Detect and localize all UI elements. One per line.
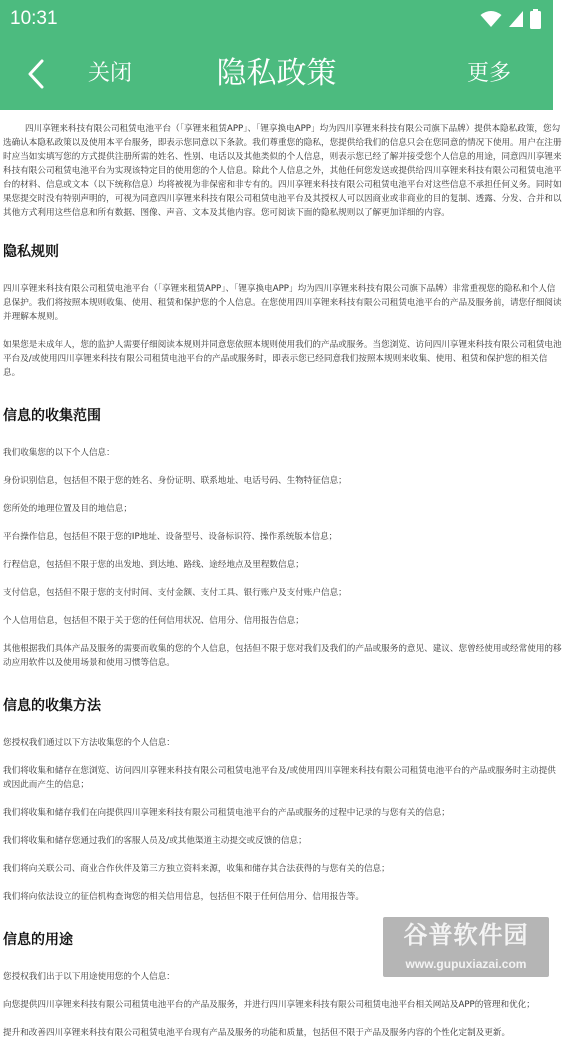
- list-item: 身份识别信息，包括但不限于您的姓名、身份证明、联系地址、电话号码、生物特征信息；: [3, 476, 347, 486]
- list-item: 我们收集您的以下个人信息：: [3, 448, 115, 458]
- list-item: 您授权我们通过以下方法收集您的个人信息：: [3, 738, 175, 748]
- more-button[interactable]: 更多: [466, 61, 511, 86]
- section-title-privacy-rules: 隐私规则: [3, 244, 59, 260]
- privacy-policy-content[interactable]: [0, 110, 562, 1038]
- list-item: 您所处的地理位置及目的地信息；: [3, 504, 132, 514]
- list-item: 平台操作信息，包括但不限于您的IP地址、设备型号、设备标识符、操作系统版本信息；: [3, 532, 338, 542]
- list-item: 行程信息，包括但不限于您的出发地、到达地、路线、途经地点及里程数信息；: [3, 560, 304, 570]
- cellular-signal-icon: [508, 10, 524, 28]
- paragraph: 四川享锂来科技有限公司租赁电池平台（「享锂来租赁APP」、「锂享换电APP」均为四川享锂来科技有限公司旗下品牌）非常重视您的隐私和个人信息保护。我们将按照本规则收集、使用、租赁和保护您的个人信息。在您使用四川享锂来科技有限公司租赁电池平台的产品及服务前，请您仔细阅读并理解本规则。: [3, 284, 562, 322]
- policy-text: [3, 122, 563, 1054]
- status-time: 10:31: [10, 8, 58, 29]
- page-title: 隐私政策: [216, 56, 337, 91]
- list-item: 我们将向关联公司、商业合作伙伴及第三方独立资料来源，收集和储存其合法获得的与您有关的信息；: [3, 864, 390, 874]
- app-bar: [0, 38, 553, 110]
- watermark-url: www.gupuxiazai.com: [405, 957, 527, 971]
- list-item: 我们将收集和储存我们在向提供四川享锂来科技有限公司租赁电池平台的产品或服务的过程中记录的与您有关的信息；: [3, 808, 450, 818]
- paragraph: 如果您是未成年人，您的监护人需要仔细阅读本规则并同意您依照本规则使用我们的产品或服务。当您浏览、访问四川享锂来科技有限公司租赁电池平台及/或使用四川享锂来科技有限公司租赁电池平台的产品或服务时，即表示您已经同意我们按照本规则来收集、使用、租赁和保护您的相关信息。: [3, 340, 562, 378]
- intro-paragraph: 四川享锂来科技有限公司租赁电池平台（「享锂来租赁APP」、「锂享换电APP」均为四川享锂来科技有限公司旗下品牌）提供本隐私政策，您勾选确认本隐私政策以及使用本平台服务，即表示您同意以下条款。我们尊重您的隐私，您提供给我们的信息只会在您同意的情况下使用。用户在注册时应当如实填写您的方式提供注册所需的姓名、性别、电话以及其他类似的个人信息，则表示您已经了解并接受您个人信息的用途，同意四川享锂来科技有限公司租赁电池平台为实现该特定目的使用您的个人信息。除此个人信息之外，其他任何您发送或提供给四川享锂来科技有限公司租赁电池平台的材料、信息或文本（以下统称信息）均将被视为非保密和非专有的。四川享锂来科技有限公司租赁电池平台对这些信息不承担任何义务。同时如果您提交时没有特别声明的，可视为同意四川享锂来科技有限公司租赁电池平台及其授权人可以因商业或非商业的目的复制、透露、分发、合并和以其他方式利用这些信息和所有数据、图像、声音、文本及其他内容。您可阅读下面的隐私规则以了解更加详细的内容。: [3, 124, 562, 218]
- wifi-icon: [480, 10, 502, 28]
- list-item: 个人信用信息，包括但不限于关于您的任何信用状况、信用分、信用报告信息；: [3, 616, 304, 626]
- list-item: 我们将向依法设立的征信机构查询您的相关信用信息，包括但不限于任何信用分、信用报告等。: [3, 892, 364, 902]
- watermark-title: 谷普软件园: [403, 921, 529, 949]
- list-item: 提升和改善四川享锂来科技有限公司租赁电池平台现有产品及服务的功能和质量，包括但不限于产品及服务内容的个性化定制及更新。: [3, 1028, 511, 1038]
- list-item: 其他根据我们具体产品及服务的需要而收集的您的个人信息，包括但不限于您对我们及我们的产品或服务的意见、建议、您曾经使用或经常使用的移动应用软件以及使用场景和使用习惯等信息。: [3, 644, 562, 668]
- section-title-collection-method: 信息的收集方法: [3, 698, 101, 714]
- section-title-collection-scope: 信息的收集范围: [3, 408, 101, 424]
- close-button[interactable]: 关闭: [88, 61, 133, 86]
- battery-icon: [530, 9, 541, 29]
- list-item: 我们将收集和储存您通过我们的客服人员及/或其他渠道主动提交或反馈的信息；: [3, 836, 307, 846]
- list-item: 向您提供四川享锂来科技有限公司租赁电池平台的产品及服务，并进行四川享锂来科技有限公司租赁电池平台相关网站及APP的管理和优化；: [3, 1000, 535, 1010]
- site-watermark: [383, 917, 549, 977]
- status-bar: [0, 0, 553, 38]
- section-title-information-use: 信息的用途: [3, 932, 73, 948]
- status-icons: [480, 8, 541, 30]
- list-item: 您授权我们出于以下用途使用您的个人信息：: [3, 972, 175, 982]
- list-item: 支付信息，包括但不限于您的支付时间、支付金额、支付工具、银行账户及支付账户信息；: [3, 588, 347, 598]
- list-item: 我们将收集和储存在您浏览、访问四川享锂来科技有限公司租赁电池平台及/或使用四川享锂来科技有限公司租赁电池平台的产品或服务时主动提供或因此而产生的信息；: [3, 766, 556, 790]
